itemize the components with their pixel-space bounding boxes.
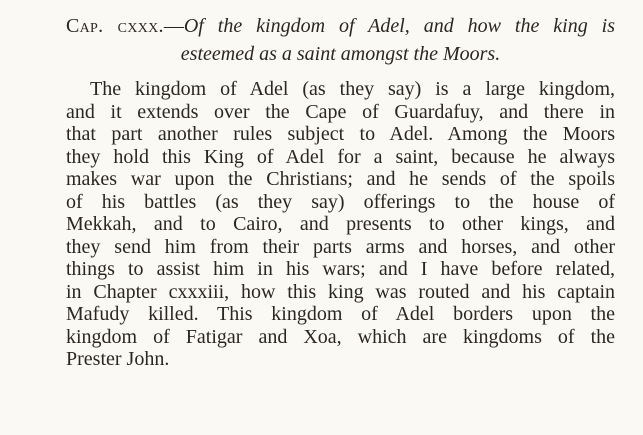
paragraph-line: kingdom of Fatigar and Xoa, which are kingdoms of the — [66, 325, 615, 348]
chapter-dash: — — [163, 15, 184, 37]
chapter-title-line-1: Of the kingdom of Adel, and how the king is — [183, 15, 616, 37]
chapter-heading — [66, 12, 615, 68]
paragraph-line: of his battles (as they say) offerings to the house of — [66, 190, 615, 213]
paragraph-line: Prester John. — [66, 348, 170, 370]
paragraph-line: in Chapter cxxxiii, how this king was routed and his captain — [66, 280, 615, 303]
chapter-label: Cap. cxxx. — [66, 15, 164, 37]
chapter-heading-line-1 — [66, 12, 615, 40]
chapter-title-line-2: esteemed as a saint amongst the Moors. — [180, 43, 501, 65]
paragraph-line: they hold this King of Adel for a saint, because he always — [66, 145, 615, 168]
paragraph-line: Mafudy killed. This kingdom of Adel borders upon the — [66, 303, 615, 325]
paragraph-line: makes war upon the Christians; and he sends of the spoils — [66, 168, 615, 190]
paragraph — [66, 78, 615, 371]
paragraph-line: that part another rules subject to Adel. Among the Moors — [66, 123, 615, 145]
paragraph-line: Mekkah, and to Cairo, and presents to other kings, and — [66, 213, 615, 235]
paragraph-line: they send him from their parts arms and horses, and other — [66, 235, 615, 258]
paragraph-line: things to assist him in his wars; and I have before related, — [66, 258, 615, 280]
paragraph-line: and it extends over the Cape of Guardafuy, and there in — [66, 100, 615, 123]
paragraph-line: The kingdom of Adel (as they say) is a large kingdom, — [90, 78, 615, 100]
